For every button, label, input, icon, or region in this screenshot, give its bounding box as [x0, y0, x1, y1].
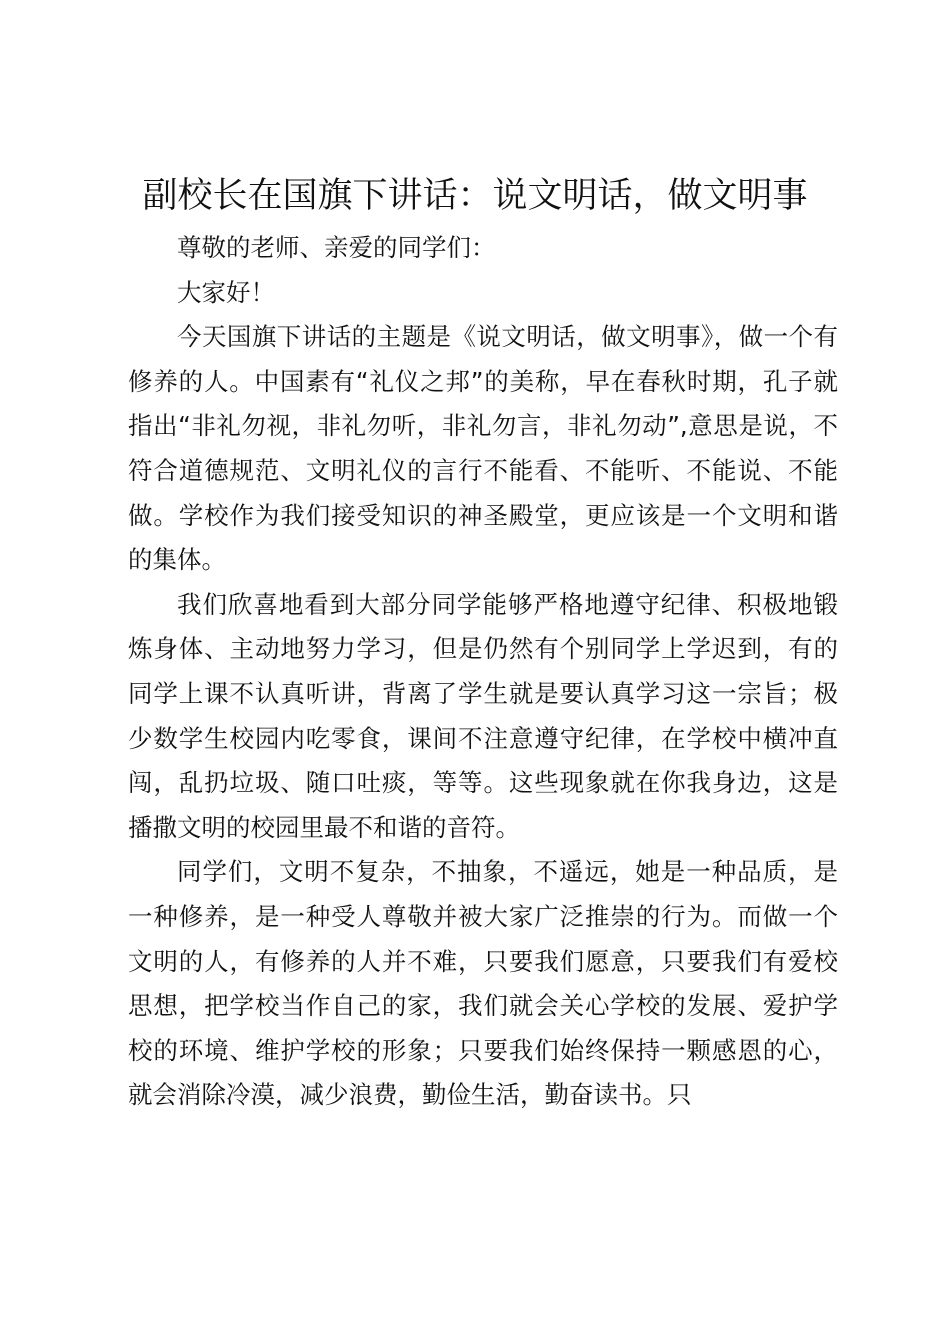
salutation: 尊敬的老师、亲爱的同学们： — [177, 233, 496, 262]
paragraph-civility: 同学们，文明不复杂，不抽象，不遥远，她是一种品质，是一种修养，是一种受人尊敬并被大家广泛推崇的行为。而做一个文明的人，有修养的人并不难，只要我们愿意，只要我们有爱校思想，把学校当作自己的家，我们就会关心学校的发展、爱护学校的环境、维护学校的形象；只要我们始终保持一颗感恩的心，就会消除冷漠，减少浪费，勤俭生活，勤奋读书。只 — [128, 857, 838, 1110]
document-body — [128, 226, 838, 1118]
greeting: 大家好！ — [177, 277, 275, 307]
paragraph-observations: 我们欣喜地看到大部分同学能够严格地遵守纪律、积极地锻炼身体、主动地努力学习，但是仍然有个别同学上学迟到，有的同学上课不认真听讲，背离了学生就是要认真学习这一宗旨；极少数学生校园内吃零食，课间不注意遵守纪律，在学校中横冲直闯，乱扔垃圾、随口吐痰，等等。这些现象就在你我身边，这是播撒文明的校园里最不和谐的音符。 — [128, 589, 838, 842]
document-title: 副校长在国旗下讲话：说文明话，做文明事 — [142, 176, 808, 216]
paragraph-topic: 今天国旗下讲话的主题是《说文明话，做文明事》，做一个有修养的人。中国素有“礼仪之邦”的美称，早在春秋时期，孔子就指出“非礼勿视，非礼勿听，非礼勿言，非礼勿动”,意思是说，不符合道德规范、文明礼仪的言行不能看、不能听、不能说、不能做。学校作为我们接受知识的神圣殿堂，更应该是一个文明和谐的集体。 — [128, 322, 838, 575]
